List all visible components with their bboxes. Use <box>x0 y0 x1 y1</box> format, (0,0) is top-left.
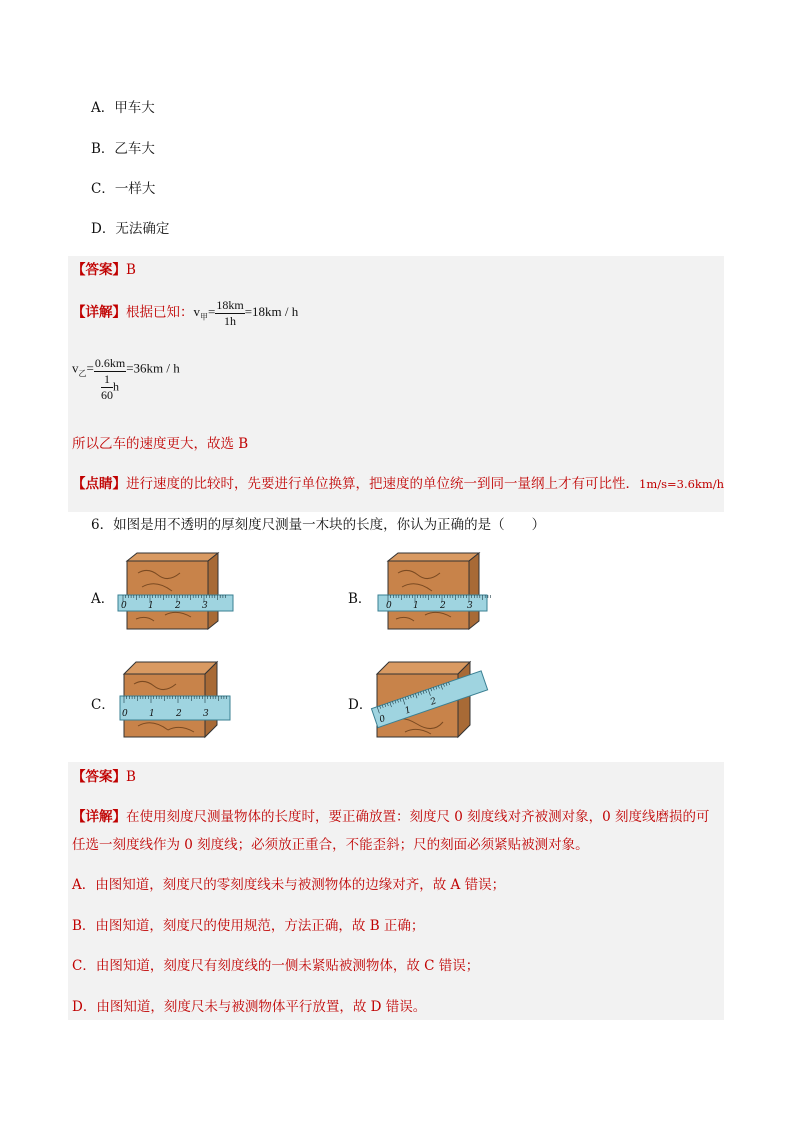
figure-a <box>110 553 240 635</box>
tip-text: 进行速度的比较时，先要进行单位换算，把速度的单位统一到同一量纲上才有可比性． <box>126 476 639 492</box>
v-jia-formula: $v_甲=$ $\frac{18km}{1h}$ =18km / h <box>193 298 299 328</box>
detail-intro: 根据已知： <box>126 304 194 321</box>
detail-row-q6 <box>72 805 710 825</box>
tick-label: 0 <box>378 714 387 726</box>
answer-value: B <box>126 262 136 278</box>
explanation-d: D．由图知道，刻度尺未与被测物体平行放置，故 D 错误。 <box>72 999 427 1015</box>
tick-label: 1 <box>149 709 155 719</box>
tip-formula: 1m/s=3.6km/h <box>639 477 725 491</box>
figure-c-label: C． <box>91 697 115 713</box>
tick-label: 1 <box>148 601 154 611</box>
answer-label: 【答案】 <box>72 262 126 278</box>
block-side <box>469 553 479 629</box>
option-d: D．无法确定 <box>91 221 170 237</box>
question-6-stem: 6．如图是用不透明的厚刻度尺测量一木块的长度，你认为正确的是（ ） <box>91 517 546 533</box>
option-c: C．一样大 <box>91 181 156 197</box>
answer-row-q6 <box>72 765 136 785</box>
figure-a-label: A． <box>91 591 115 607</box>
v-yi-formula: $v_乙=$ 0.6km $\frac{1}{60}$ h =36km / h <box>72 356 180 402</box>
tick-label: 2 <box>440 601 446 611</box>
fraction-06km: 0.6km $\frac{1}{60}$ h <box>94 356 126 402</box>
tip-row <box>72 472 724 492</box>
tick-label: 2 <box>175 601 181 611</box>
block-top <box>124 662 217 674</box>
detail-row-prev <box>72 298 298 329</box>
fraction-18km: $\frac{18km}{1h}$ <box>216 298 244 328</box>
tick-label: 1 <box>413 601 419 611</box>
tip-label: 【点睛】 <box>72 476 126 492</box>
explanation-c: C．由图知道，刻度尺有刻度线的一侧未紧贴被测物体，故 C 错误； <box>72 958 480 974</box>
explanation-b: B．由图知道，刻度尺的使用规范，方法正确，故 B 正确； <box>72 918 425 934</box>
figure-d-label: D． <box>348 697 373 713</box>
tick-label: 0 <box>122 709 128 719</box>
answer-row-prev <box>72 258 136 278</box>
tick-label: 2 <box>429 696 438 708</box>
tick-label: 1 <box>403 705 413 717</box>
ruler <box>120 696 230 720</box>
figure-c <box>110 660 240 742</box>
answer-value: B <box>126 769 136 785</box>
block-side <box>208 553 218 629</box>
block-top <box>127 553 218 561</box>
option-a: A．甲车大 <box>91 100 155 116</box>
detail-line-2: 任选一刻度线作为 0 刻度线；必须放正重合，不能歪斜；尺的刻面必须紧贴被测对象。 <box>72 837 589 853</box>
detail-label: 【详解】 <box>72 304 126 321</box>
tick-label: 0 <box>386 601 392 611</box>
tick-label: 3 <box>467 601 473 611</box>
explanation-a: A．由图知道，刻度尺的零刻度线未与被测物体的边缘对齐，故 A 错误； <box>72 877 506 893</box>
figure-b <box>368 553 498 635</box>
detail-label: 【详解】 <box>72 809 126 825</box>
figure-d <box>365 660 495 742</box>
detail-line-1: 在使用刻度尺测量物体的长度时，要正确放置：刻度尺 0 刻度线对齐被测对象，0 刻度线磨损的可 <box>126 809 710 825</box>
answer-label: 【答案】 <box>72 769 126 785</box>
option-b: B．乙车大 <box>91 141 155 157</box>
block-top <box>377 662 470 674</box>
tick-label: 2 <box>176 709 182 719</box>
tick-label: 3 <box>203 709 209 719</box>
tick-label: 3 <box>202 601 208 611</box>
conclusion: 所以乙车的速度更大，故选 B <box>72 436 249 452</box>
tick-label: 0 <box>121 601 127 611</box>
block-top <box>388 553 479 561</box>
figure-b-label: B． <box>348 591 372 607</box>
